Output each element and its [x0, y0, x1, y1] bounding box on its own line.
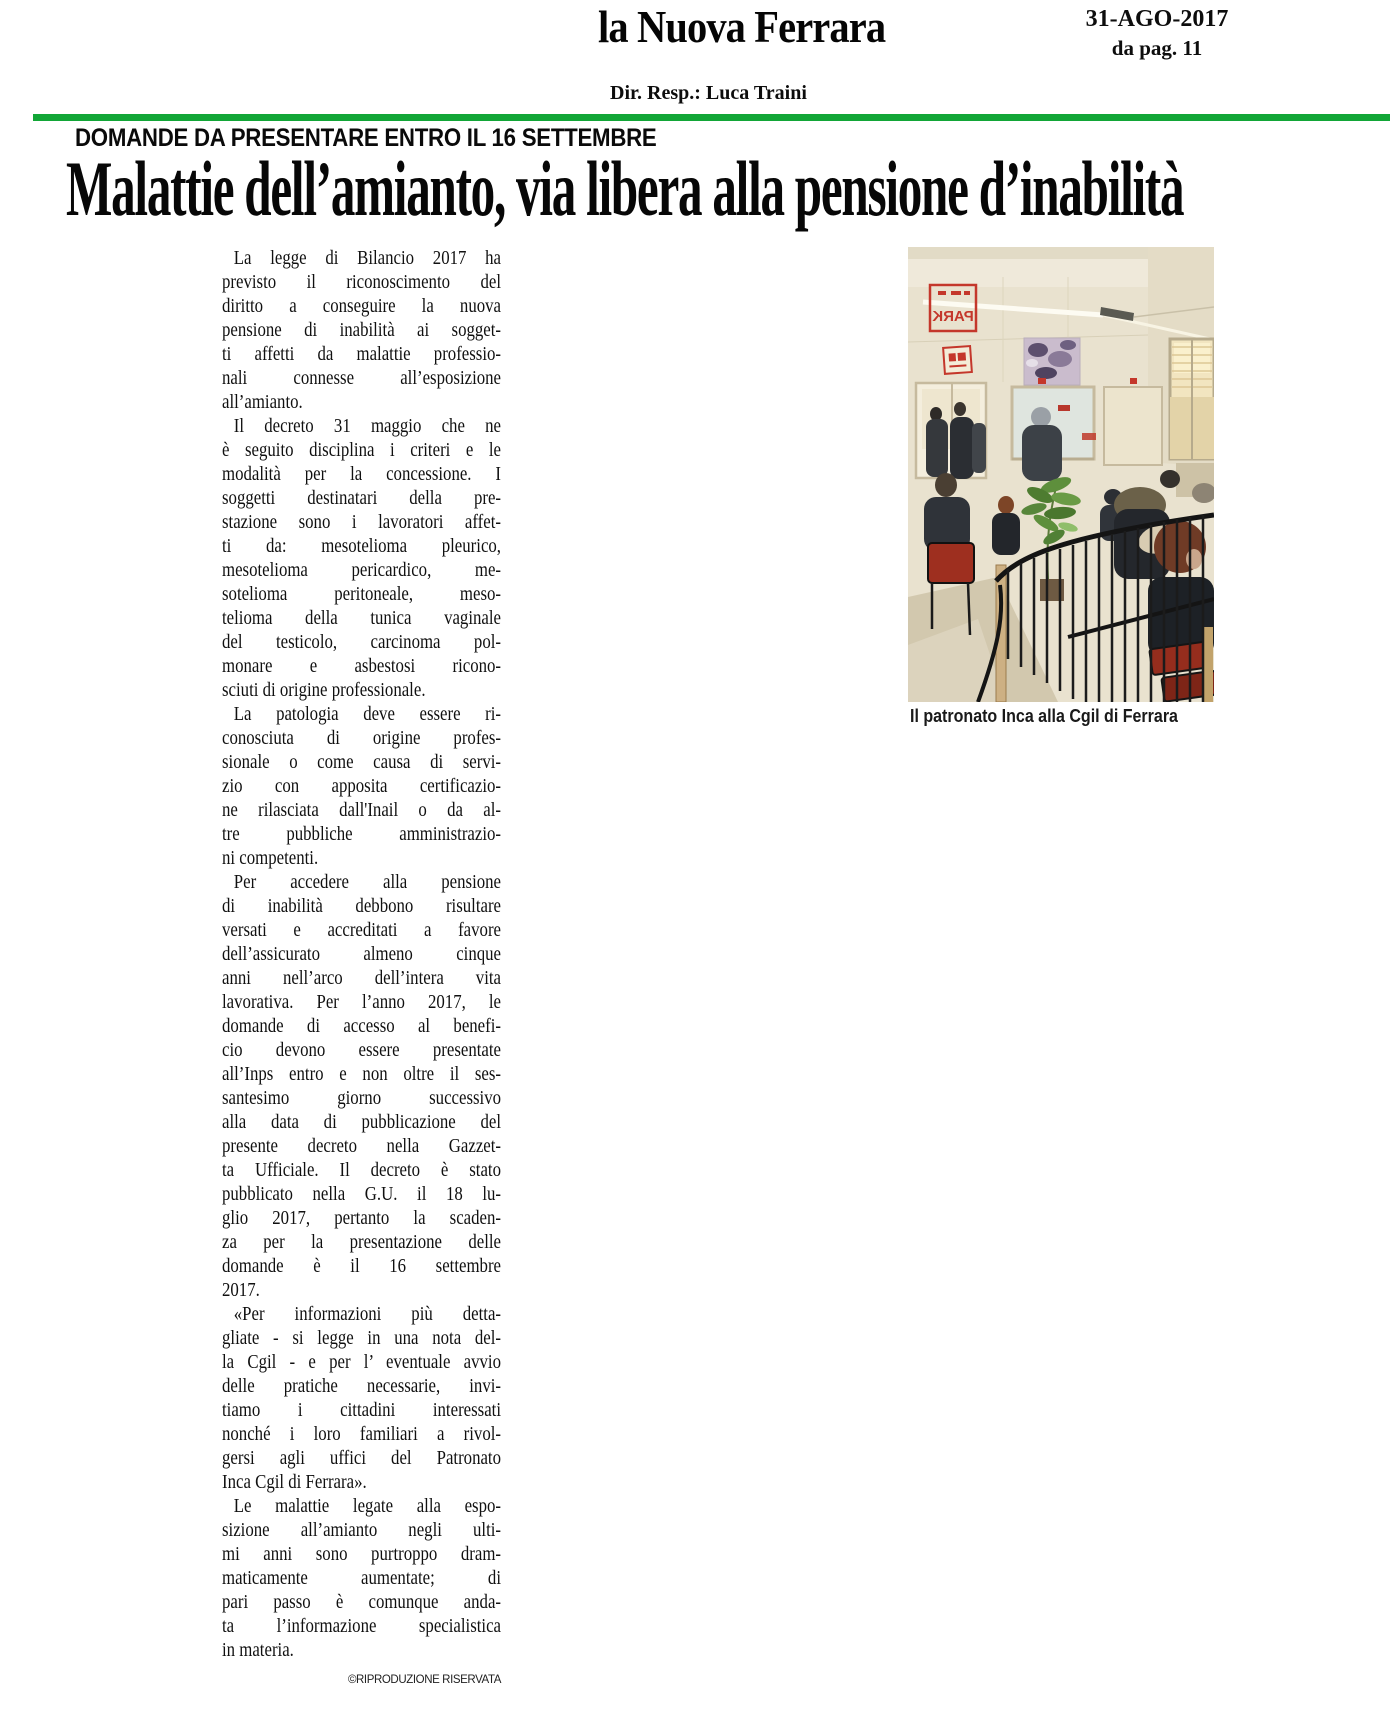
article-line: pari passo è comunque anda- [222, 1591, 502, 1613]
article-line: maticamente aumentate; di [222, 1567, 502, 1589]
article-line: pensione di inabilità ai sogget- [222, 319, 502, 341]
article-line: za per la presentazione delle [222, 1231, 502, 1253]
article-line: ti affetti da malattie professio- [222, 343, 502, 365]
article-line: domande è il 16 settembre [222, 1255, 502, 1277]
article-paragraph [222, 1494, 501, 1662]
article-line: stazione sono i lavoratori affet- [222, 511, 502, 533]
article-line: nonché i loro familiari a rivol- [222, 1423, 502, 1445]
article-line: delle pratiche necessarie, invi- [222, 1375, 502, 1397]
article-line: nali connesse all’esposizione [222, 367, 502, 389]
article-line: all’amianto. [222, 391, 303, 413]
article-line: diritto a conseguire la nuova [222, 295, 502, 317]
article-line: versati e accreditati a favore [222, 919, 502, 941]
article-line: telioma della tunica vaginale [222, 607, 502, 629]
article-line: Inca Cgil di Ferrara». [222, 1471, 367, 1493]
article-line: zio con apposita certificazio- [222, 775, 502, 797]
article-line: dell’assicurato almeno cinque [222, 943, 502, 965]
article-line: conosciuta di origine profes- [222, 727, 502, 749]
article-line: domande di accesso al benefi- [222, 1015, 502, 1037]
article-paragraph [222, 414, 501, 702]
photo-caption: Il patronato Inca alla Cgil di Ferrara [910, 706, 1178, 726]
article-line: pubblicato nella G.U. il 18 lu- [222, 1183, 502, 1205]
article-line: tre pubbliche amministrazio- [222, 823, 502, 845]
article-line: ni competenti. [222, 847, 319, 869]
article-line: modalità per la concessione. I [222, 463, 502, 485]
article-line: ti da: mesotelioma pleurico, [222, 535, 502, 557]
article-line: Per accedere alla pensione [233, 871, 502, 893]
article-line: Il decreto 31 maggio che ne [233, 415, 502, 437]
article-line: presente decreto nella Gazzet- [222, 1135, 502, 1157]
article-line: La legge di Bilancio 2017 ha [233, 247, 502, 269]
article-line: all’Inps entro e non oltre il ses- [222, 1063, 502, 1085]
article-photo [908, 247, 1214, 702]
article-line: previsto il riconoscimento del [222, 271, 502, 293]
article-line: cio devono essere presentate [222, 1039, 502, 1061]
article-line: monare e asbestosi ricono- [222, 655, 502, 677]
article-line: ta Ufficiale. Il decreto è stato [222, 1159, 502, 1181]
article-line: gersi agli uffici del Patronato [222, 1447, 502, 1469]
copyright-notice: ©RIPRODUZIONE RISERVATA [347, 1674, 501, 1686]
article-line: tiamo i cittadini interessati [222, 1399, 502, 1421]
article-line: alla data di pubblicazione del [222, 1111, 502, 1133]
director-line: Dir. Resp.: Luca Traini [610, 82, 807, 104]
article-paragraph [222, 870, 501, 1302]
article-line: La patologia deve essere ri- [233, 703, 502, 725]
article-line: sciuti di origine professionale. [222, 679, 426, 701]
article-line: sizione all’amianto negli ulti- [222, 1519, 502, 1541]
article-line: 2017. [222, 1279, 260, 1301]
article-line: soggetti destinatari della pre- [222, 487, 502, 509]
waiting-room-illustration [908, 247, 1214, 702]
article-line: del testicolo, carcinoma pol- [222, 631, 502, 653]
masthead-logo: la Nuova Ferrara [598, 1, 886, 52]
kicker: DOMANDE DA PRESENTARE ENTRO IL 16 SETTEMBRE [75, 124, 657, 152]
article-line: ta l’informazione specialistica [222, 1615, 502, 1637]
article-line: sionale o come causa di servi- [222, 751, 502, 773]
article-line: è seguito disciplina i criteri e le [222, 439, 502, 461]
issue-date: 31-AGO-2017 [1085, 6, 1229, 32]
article-line: di inabilità debbono risultare [222, 895, 502, 917]
article-line: in materia. [222, 1639, 294, 1661]
article-line: santesimo giorno successivo [222, 1087, 502, 1109]
article-body [222, 246, 501, 1662]
green-rule [33, 114, 1390, 121]
article-line: mi anni sono purtroppo dram- [222, 1543, 502, 1565]
headline: Malattie dell’amianto, via libera alla pensione d’inabilità [66, 145, 1184, 232]
svg-text:PARK: PARK [932, 308, 974, 325]
article-line: la Cgil - e per l’ eventuale avvio [222, 1351, 502, 1373]
article-line: glio 2017, pertanto la scaden- [222, 1207, 502, 1229]
article-line: ne rilasciata dall'Inail o da al- [222, 799, 502, 821]
article-line: Le malattie legate alla espo- [233, 1495, 502, 1517]
article-paragraph [222, 702, 501, 870]
article-line: anni nell’arco dell’intera vita [222, 967, 502, 989]
article-line: lavorativa. Per l’anno 2017, le [222, 991, 502, 1013]
article-line: gliate - si legge in una nota del- [222, 1327, 502, 1349]
page-reference: da pag. 11 [1111, 36, 1203, 60]
article-line: sotelioma peritoneale, meso- [222, 583, 502, 605]
article-line: «Per informazioni più detta- [233, 1303, 502, 1325]
article-paragraph [222, 246, 501, 414]
article-paragraph [222, 1302, 501, 1494]
article-line: mesotelioma pericardico, me- [222, 559, 502, 581]
